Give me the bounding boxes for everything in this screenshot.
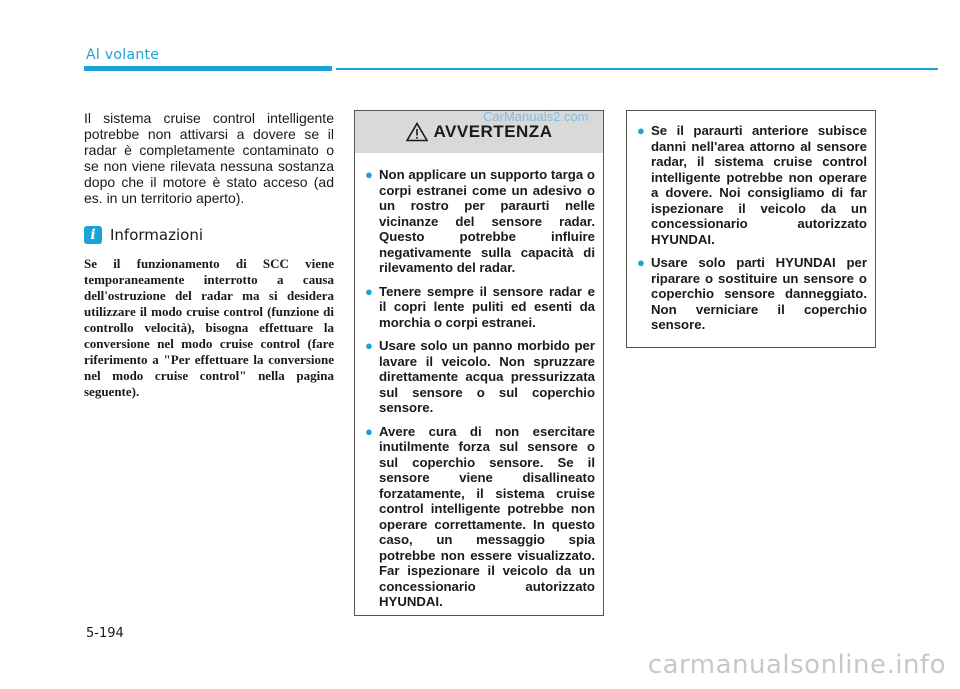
info-body: Se il funzionamento di SCC viene temporaneamente interrotto a causa dell'ostruzione del radar ma si desidera utilizzare il modo cruise control (funzione di controllo velocità), bisogna effettuare la conversione nel modo cruise control (fare riferimento a "Per effettuare la conversione nel modo cruise control" nella pagina seguente). — [84, 256, 334, 399]
page-number: 5-194 — [86, 626, 124, 641]
bullet-icon: ● — [365, 167, 373, 182]
left-column — [84, 110, 334, 400]
warning-item: ● Usare solo un panno morbido per lavare il veicolo. Non spruzzare direttamente acqua pressurizzata sul sensore o sul coperchio sensore. — [365, 338, 595, 415]
bullet-icon: ● — [637, 255, 645, 270]
warning-box — [354, 110, 604, 616]
carmanuals-watermark: CarManuals2.com — [483, 109, 589, 124]
bullet-icon: ● — [365, 338, 373, 353]
site-watermark: carmanualsonline.info — [647, 650, 946, 680]
warning-list — [365, 167, 595, 610]
section-title: Al volante — [86, 47, 160, 63]
bullet-icon: ● — [365, 283, 373, 299]
warning-item: ● Non applicare un supporto targa o corpi estranei come un adesivo o un rostro per paraurti nelle vicinanze del sensore radar. Questo potrebbe influire negativamente sulla capacità di rilevamento del radar. — [365, 167, 595, 275]
header-rule-thick — [84, 66, 332, 71]
note-box — [626, 110, 876, 348]
warning-triangle-icon — [406, 122, 428, 142]
bullet-icon: ● — [365, 423, 373, 439]
note-item: ● Usare solo parti HYUNDAI per riparare o sostituire un sensore o coperchio sensore danneggiato. Non verniciare il coperchio sensore. — [637, 255, 867, 332]
warning-item: ● Tenere sempre il sensore radar e il copri lente puliti ed esenti da morchia o corpi estranei. — [365, 283, 595, 330]
note-list — [637, 123, 867, 333]
note-item: ● Se il paraurti anteriore subisce danni nell'area attorno al sensore radar, il sistema cruise control intelligente potrebbe non operare a dovere. Noi consigliamo di far ispezionare il veicolo da un concessionario autorizzato HYUNDAI. — [637, 123, 867, 247]
bullet-icon: ● — [637, 123, 645, 138]
info-heading — [84, 226, 334, 244]
header-rule-thin — [336, 68, 938, 70]
intro-paragraph: Il sistema cruise control intelligente potrebbe non attivarsi a dovere se il radar è completamente contaminato o se non viene rilevata nessuna sostanza dopo che il motore è stato acceso (ad es. in un territorio aperto). — [84, 110, 334, 206]
warning-item: ● Avere cura di non esercitare inutilmente forza sul sensore o sul coperchio sensore. Se il sensore viene disallineato forzatamente, il sistema cruise control intelligente potrebbe non operare correttamente. In questo caso, un messaggio spia potrebbe non essere visualizzato. Far ispezionare il veicolo da un concessionario autorizzato HYUNDAI. — [365, 423, 595, 609]
info-title: Informazioni — [110, 226, 203, 244]
warning-title: AVVERTENZA — [433, 122, 553, 141]
info-icon: i — [84, 226, 102, 244]
